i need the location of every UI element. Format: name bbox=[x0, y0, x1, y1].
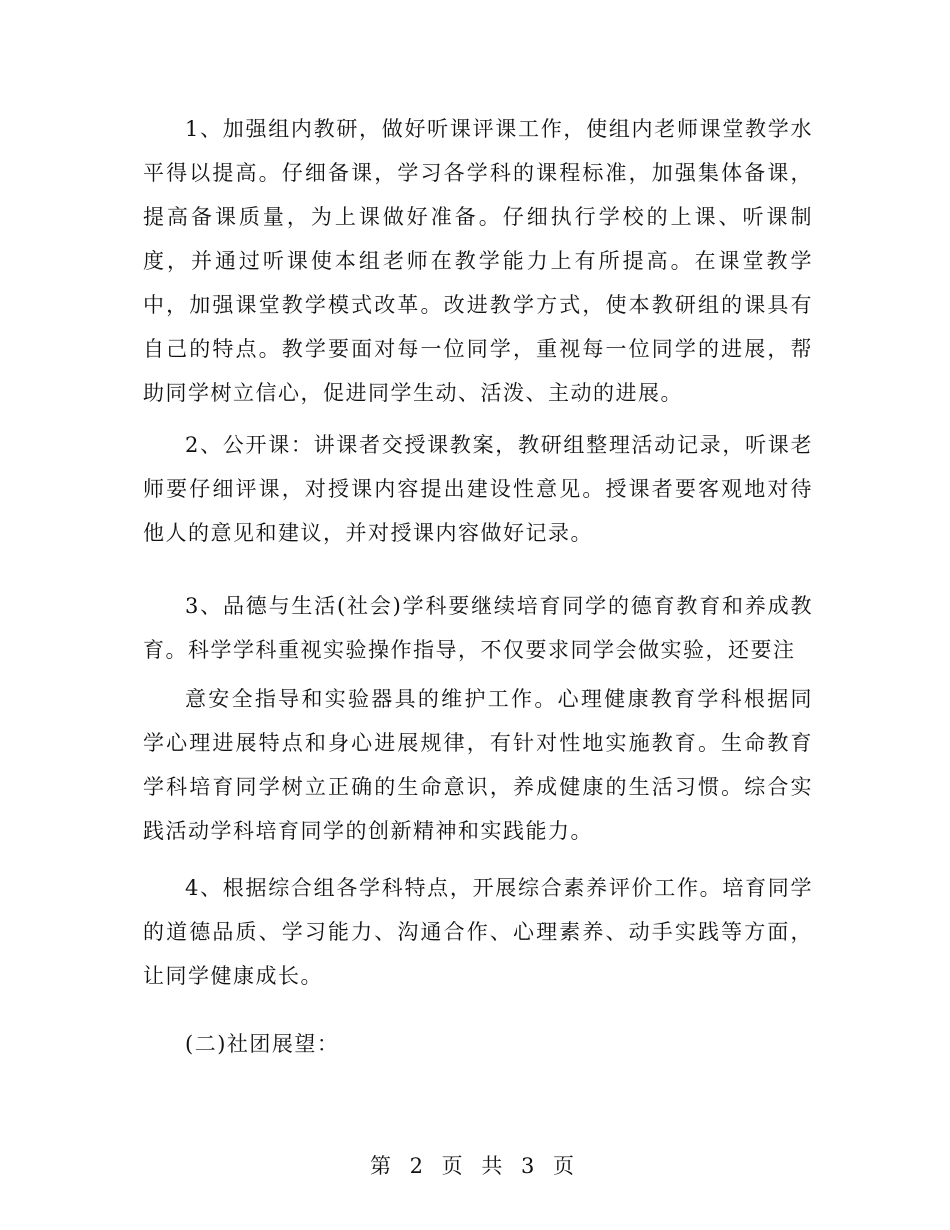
paragraph-4-text: 意安全指导和实验器具的维护工作。心理健康教育学科根据同学心理进展特点和身心进展规律，有针对性地实施教育。生命教育学科培育同学树立正确的生命意识，养成健康的生活习惯。综合实践活动学科培育同学的创新精神和实践能力。 bbox=[143, 687, 813, 843]
paragraph-1-text: 1、加强组内教研，做好听课评课工作，使组内老师课堂教学水平得以提高。仔细备课，学习各学科的课程标准，加强集体备课，提高备课质量，为上课做好准备。仔细执行学校的上课、听课制度，并通过听课使本组老师在教学能力上有所提高。在课堂教学中，加强课堂教学模式改革。改进教学方式，使本教研组的课具有自己的特点。教学要面对每一位同学，重视每一位同学的进展，帮助同学树立信心，促进同学生动、活泼、主动的进展。 bbox=[143, 117, 813, 405]
paragraph-5 bbox=[143, 866, 813, 998]
paragraph-2 bbox=[143, 423, 813, 555]
page-number-footer: 第 2 页 共 3 页 bbox=[369, 1154, 581, 1178]
paragraph-6 bbox=[143, 1022, 813, 1066]
paragraph-1 bbox=[143, 107, 813, 415]
paragraph-5-text: 4、根据综合组各学科特点，开展综合素养评价工作。培育同学的道德品质、学习能力、沟通合作、心理素养、动手实践等方面，让同学健康成长。 bbox=[143, 876, 813, 988]
paragraph-4 bbox=[143, 677, 813, 853]
paragraph-3 bbox=[143, 584, 813, 672]
paragraph-3-text: 3、品德与生活(社会)学科要继续培育同学的德育教育和养成教育。科学学科重视实验操作指导，不仅要求同学会做实验，还要注 bbox=[143, 594, 813, 662]
paragraph-2-text: 2、公开课：讲课者交授课教案，教研组整理活动记录，听课老师要仔细评课，对授课内容提出建设性意见。授课者要客观地对待他人的意见和建议，并对授课内容做好记录。 bbox=[143, 433, 813, 545]
section-heading: (二)社团展望： bbox=[185, 1032, 340, 1056]
